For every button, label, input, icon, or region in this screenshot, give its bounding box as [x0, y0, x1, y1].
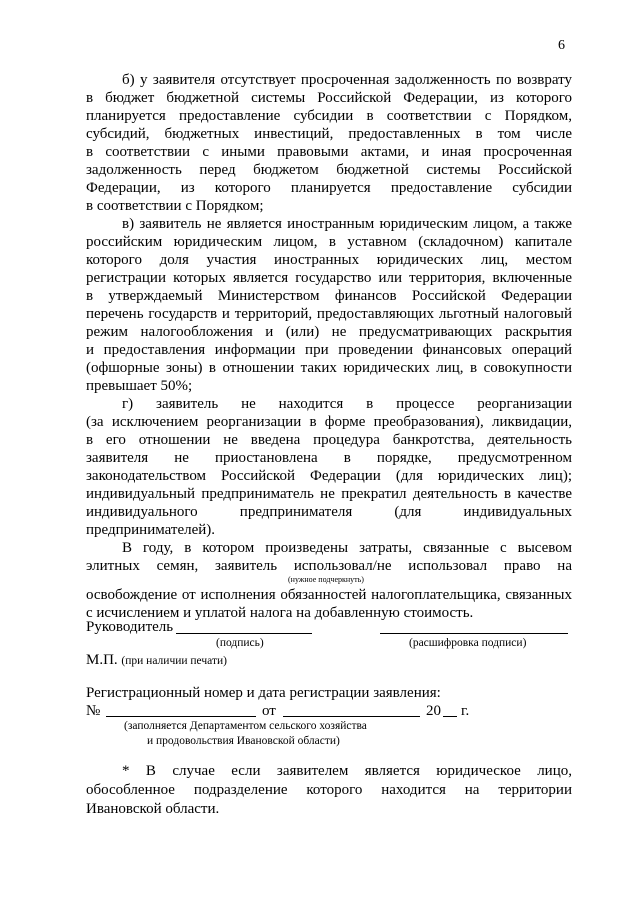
text-line: планируется предоставление субсидии в соответствии с Порядком,	[86, 108, 572, 124]
text-line: в соответствии с иными правовыми актами, и иная просроченная	[86, 144, 572, 160]
text-line: перечень государств и территорий, предоставляющих льготный налоговый	[86, 306, 572, 322]
signature-caption: (подпись)	[216, 637, 264, 649]
text-line: предпринимателей).	[86, 522, 216, 538]
text-line: индивидуального предпринимателя (для индивидуальных	[86, 504, 572, 520]
choice-note: (нужное подчеркнуть)	[288, 575, 364, 584]
text-line: и предоставления информации при проведении финансовых операций	[86, 342, 572, 358]
registration-note-line2: и продовольствия Ивановской области)	[147, 735, 340, 747]
text-line: Ивановской области.	[86, 801, 220, 817]
text-line: (за исключением реорганизации в форме преобразования), ликвидации,	[86, 414, 572, 430]
page-number: 6	[558, 38, 565, 53]
text-line: законодательством Российской Федерации (для юридических лиц);	[86, 468, 572, 484]
text-line: обособленное подразделение которого находится на территории	[86, 782, 572, 798]
text-line: * В случае если заявителем является юридическое лицо,	[122, 763, 572, 779]
text-line: задолженность перед бюджетом бюджетной системы Российской	[86, 162, 572, 178]
head-label: Руководитель	[86, 619, 174, 635]
registration-year-line	[443, 716, 457, 717]
registration-title: Регистрационный номер и дата регистрации заявления:	[86, 685, 441, 701]
text-line: с исчислением и уплатой налога на добавленную стоимость.	[86, 605, 474, 621]
registration-year-suffix: г.	[461, 703, 470, 719]
text-line: б) у заявителя отсутствует просроченная задолженность по возврату	[122, 72, 572, 88]
text-line: Федерации, из которого планируется предоставление субсидии	[86, 180, 572, 196]
text-line: в соответствии с Порядком;	[86, 198, 264, 214]
text-line: которого доля участия иностранных юридических лиц, местом	[86, 252, 572, 268]
stamp-mp: М.П.	[86, 652, 118, 668]
text-line: г) заявитель не находится в процессе реорганизации	[122, 396, 572, 412]
text-line: заявителя не приостановлена в порядке, предусмотренном	[86, 450, 572, 466]
text-line: регистрации которых является государство или территория, включенные	[86, 270, 572, 286]
text-line: режим налогообложения и (или) не предусматривающих раскрытия	[86, 324, 572, 340]
stamp-note: (при наличии печати)	[121, 655, 227, 667]
registration-note-line1: (заполняется Департаментом сельского хозяйства	[124, 720, 367, 732]
registration-number-line	[106, 716, 256, 717]
signature-decode-line	[380, 633, 568, 634]
text-line: (офшорные зоны) в отношении таких юридических лиц, в совокупности	[86, 360, 572, 376]
text-line: элитных семян, заявитель использовал/не использовал право на	[86, 558, 572, 574]
stamp-label	[86, 651, 227, 670]
text-line: В году, в котором произведены затраты, связанные с высевом	[122, 540, 572, 556]
signature-line	[176, 633, 312, 634]
text-line: превышает 50%;	[86, 378, 193, 394]
registration-from-label: от	[262, 703, 276, 719]
text-line: в утверждаемый Министерством финансов Российской Федерации	[86, 288, 572, 304]
registration-date-line	[283, 716, 420, 717]
text-line: в его отношении не введена процедура банкротства, деятельность	[86, 432, 572, 448]
registration-number-label: №	[86, 703, 101, 719]
text-line: субсидий, бюджетных инвестиций, предоставленных в том числе	[86, 126, 572, 142]
text-line: в) заявитель не является иностранным юридическим лицом, а также	[122, 216, 572, 232]
text-line: в бюджет бюджетной системы Российской Федерации, из которого	[86, 90, 572, 106]
signature-decode-caption: (расшифровка подписи)	[409, 637, 527, 649]
text-line: индивидуальный предприниматель не прекратил деятельность в качестве	[86, 486, 572, 502]
text-line: российским юридическим лицом, в уставном (складочном) капитале	[86, 234, 572, 250]
text-line: освобождение от исполнения обязанностей налогоплательщика, связанных	[86, 587, 572, 603]
registration-year-prefix: 20	[426, 703, 441, 719]
